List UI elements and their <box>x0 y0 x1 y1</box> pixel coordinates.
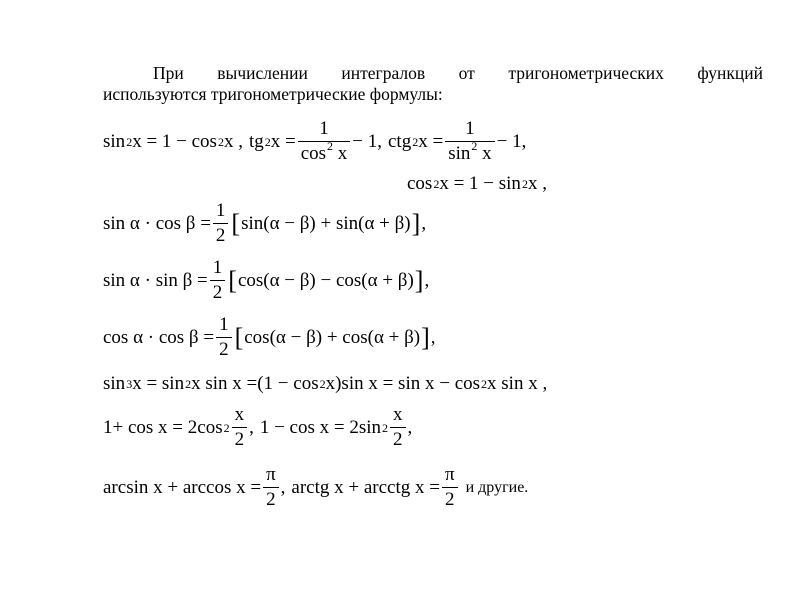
formula-pythagorean-tg-ctg: sin 2 x = 1 − cos 2 x , tg 2 x = $\frac{1}{\cos^2 x}$ − 1, ctg 2 x = $\frac{1}{\sin^2 x}$ − 1, <box>103 118 527 164</box>
formula-cos-cos-product: cos α · cos β = $\frac{1}{2}$ [ cos(α − β) + cos(α + β) ] , <box>103 314 436 360</box>
fraction-x-over-2: $\frac{x}{2}$ <box>390 405 406 450</box>
intro-paragraph <box>103 63 763 105</box>
fraction-half: $\frac{1}{2}$ <box>210 258 226 303</box>
fraction-pi-over-2: $\frac{\pi}{2}$ <box>263 465 279 510</box>
fraction-x-over-2: $\frac{x}{2}$ <box>232 405 248 450</box>
formula-sin-cos-product: sin α · cos β = $\frac{1}{2}$ [ sin(α − β) + sin(α + β) ] , <box>103 200 427 246</box>
fraction-half: $\frac{1}{2}$ <box>216 315 232 360</box>
fraction: $\frac{1}{\sin^2 x}$ <box>445 119 494 164</box>
formula-sin-sin-product: sin α · sin β = $\frac{1}{2}$ [ cos(α − β) − cos(α + β) ] , <box>103 257 430 303</box>
formula-inverse-trig: arcsin x + arccos x = $\frac{\pi}{2}$ , arctg x + arcctg x = $\frac{\pi}{2}$ и другие. <box>103 464 529 510</box>
fraction: $\frac{1}{\cos^2 x}$ <box>298 119 351 164</box>
formula-cos-squared: cos 2 x = 1 − sin 2 x , <box>407 173 547 194</box>
closing-note: и другие. <box>465 478 529 496</box>
intro-line-1: При вычислении интегралов от тригонометрических функций <box>153 63 763 83</box>
fraction-pi-over-2: $\frac{\pi}{2}$ <box>442 465 458 510</box>
formula-half-angle: 1+ cos x = 2cos 2 $\frac{x}{2}$ , 1 − cos x = 2sin 2 $\frac{x}{2}$ , <box>103 404 413 450</box>
fraction-half: $\frac{1}{2}$ <box>213 201 229 246</box>
intro-line-2: используются тригонометрические формулы: <box>103 84 443 104</box>
formula-sin-cubed: sin 3 x = sin 2 x sin x = (1 − cos 2 x)sin x = sin x − cos 2 x sin x , <box>103 373 548 394</box>
